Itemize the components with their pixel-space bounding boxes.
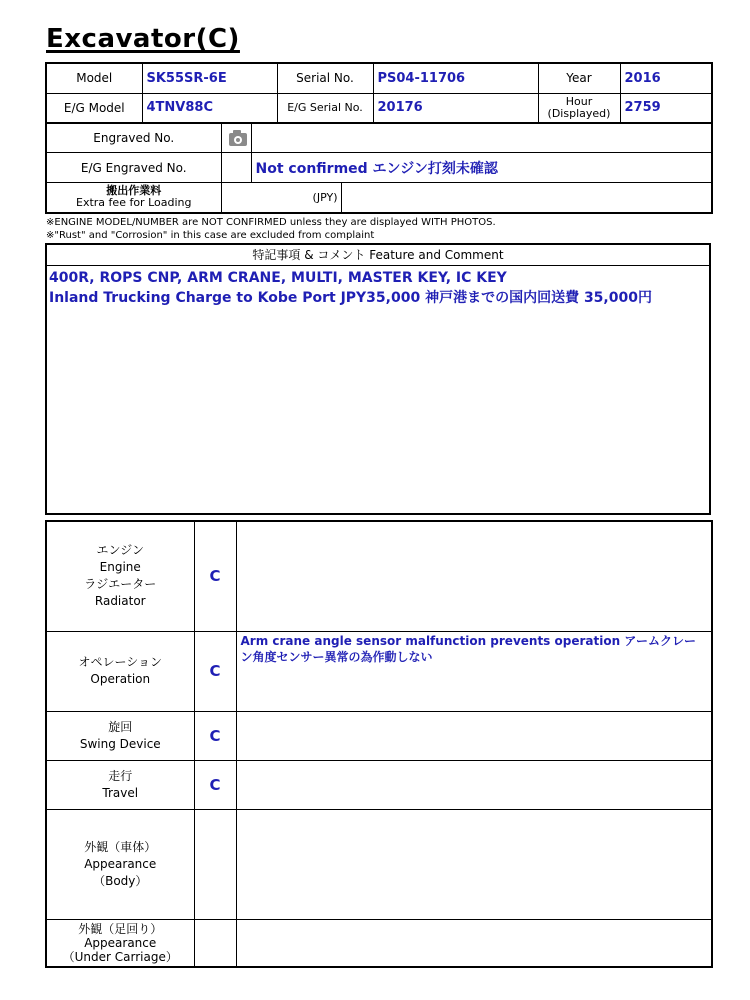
inspection-table [45, 520, 713, 968]
eg-model-value: 4TNV88C [142, 93, 277, 123]
page-title: Excavator(C) [46, 24, 240, 54]
category-jp: エンジン [96, 543, 144, 558]
category-jp-2: ラジエーター [84, 577, 157, 592]
engraved-table [45, 122, 713, 214]
comment-engine [236, 521, 712, 631]
grade-swing: C [194, 711, 236, 760]
category-en: Travel [102, 785, 139, 800]
hour-label-line1: Hour [565, 94, 593, 108]
category-body [46, 809, 194, 919]
extra-fee-label-en: Extra fee for Loading [76, 196, 192, 210]
category-en: Appearance [84, 935, 157, 950]
eg-model-label: E/G Model [46, 93, 142, 123]
comment-swing [236, 711, 712, 760]
category-undercarriage [46, 919, 194, 967]
category-engine [46, 521, 194, 631]
inspection-row-swing [46, 711, 712, 760]
category-en: Swing Device [79, 736, 161, 751]
category-operation [46, 631, 194, 711]
grade-travel: C [194, 760, 236, 809]
year-label: Year [538, 63, 620, 93]
category-en: Engine [99, 560, 141, 575]
inspection-row-travel [46, 760, 712, 809]
category-en-2: （Under Carriage） [62, 949, 178, 964]
note-engine: ※ENGINE MODEL/NUMBER are NOT CONFIRMED unless they are displayed WITH PHOTOS. [46, 217, 496, 228]
category-jp: 走行 [108, 768, 133, 783]
extra-fee-label [46, 183, 221, 213]
feature-header: 特記事項 & コメント Feature and Comment [47, 245, 709, 266]
serial-value: PS04-11706 [373, 63, 538, 93]
category-travel [46, 760, 194, 809]
category-jp: 旋回 [108, 719, 133, 734]
engraved-label: Engraved No. [46, 123, 221, 153]
eg-serial-label: E/G Serial No. [277, 93, 373, 123]
grade-undercarriage [194, 919, 236, 967]
hour-value: 2759 [620, 93, 712, 123]
category-jp: オペレーション [78, 655, 163, 669]
currency-label: (JPY) [221, 183, 341, 213]
grade-engine: C [194, 521, 236, 631]
note-rust: ※"Rust" and "Corrosion" in this case are excluded from complaint [46, 230, 375, 241]
extra-fee-label-jp: 搬出作業料 [106, 184, 162, 198]
category-jp: 外観（車体） [84, 839, 157, 854]
eg-engraved-photo-cell [221, 153, 251, 183]
category-en: Appearance [84, 856, 157, 871]
grade-body [194, 809, 236, 919]
category-en: Operation [90, 672, 151, 686]
model-value: SK55SR-6E [142, 63, 277, 93]
info-table [45, 62, 713, 124]
eg-serial-value: 20176 [373, 93, 538, 123]
comment-operation: Arm crane angle sensor malfunction prevents operation アームクレーン角度センサー異常の為作動しない [236, 631, 712, 711]
inspection-row-undercarriage [46, 919, 712, 967]
feature-line-2: Inland Trucking Charge to Kobe Port JPY35,000 神戸港までの国内回送費 35,000円 [49, 290, 652, 306]
comment-undercarriage [236, 919, 712, 967]
category-swing [46, 711, 194, 760]
model-label: Model [46, 63, 142, 93]
camera-icon[interactable] [228, 128, 248, 148]
eg-engraved-label: E/G Engraved No. [46, 153, 221, 183]
category-en-2: （Body） [93, 873, 148, 888]
hour-label-line2: (Displayed) [547, 106, 611, 120]
category-jp: 外観（足回り） [78, 921, 163, 936]
feature-box [45, 243, 711, 515]
camera-cell [221, 123, 251, 153]
comment-body [236, 809, 712, 919]
category-en-2: Radiator [94, 594, 146, 609]
extra-fee-value [341, 183, 712, 213]
serial-label: Serial No. [277, 63, 373, 93]
engraved-value [251, 123, 712, 153]
feature-body [47, 266, 709, 310]
feature-line-1: 400R, ROPS CNP, ARM CRANE, MULTI, MASTER KEY, IC KEY [49, 270, 507, 286]
year-value: 2016 [620, 63, 712, 93]
inspection-row-engine [46, 521, 712, 631]
eg-engraved-value: Not confirmed エンジン打刻未確認 [251, 153, 712, 183]
inspection-row-body [46, 809, 712, 919]
comment-travel [236, 760, 712, 809]
inspection-row-operation [46, 631, 712, 711]
grade-operation: C [194, 631, 236, 711]
hour-label [538, 93, 620, 123]
